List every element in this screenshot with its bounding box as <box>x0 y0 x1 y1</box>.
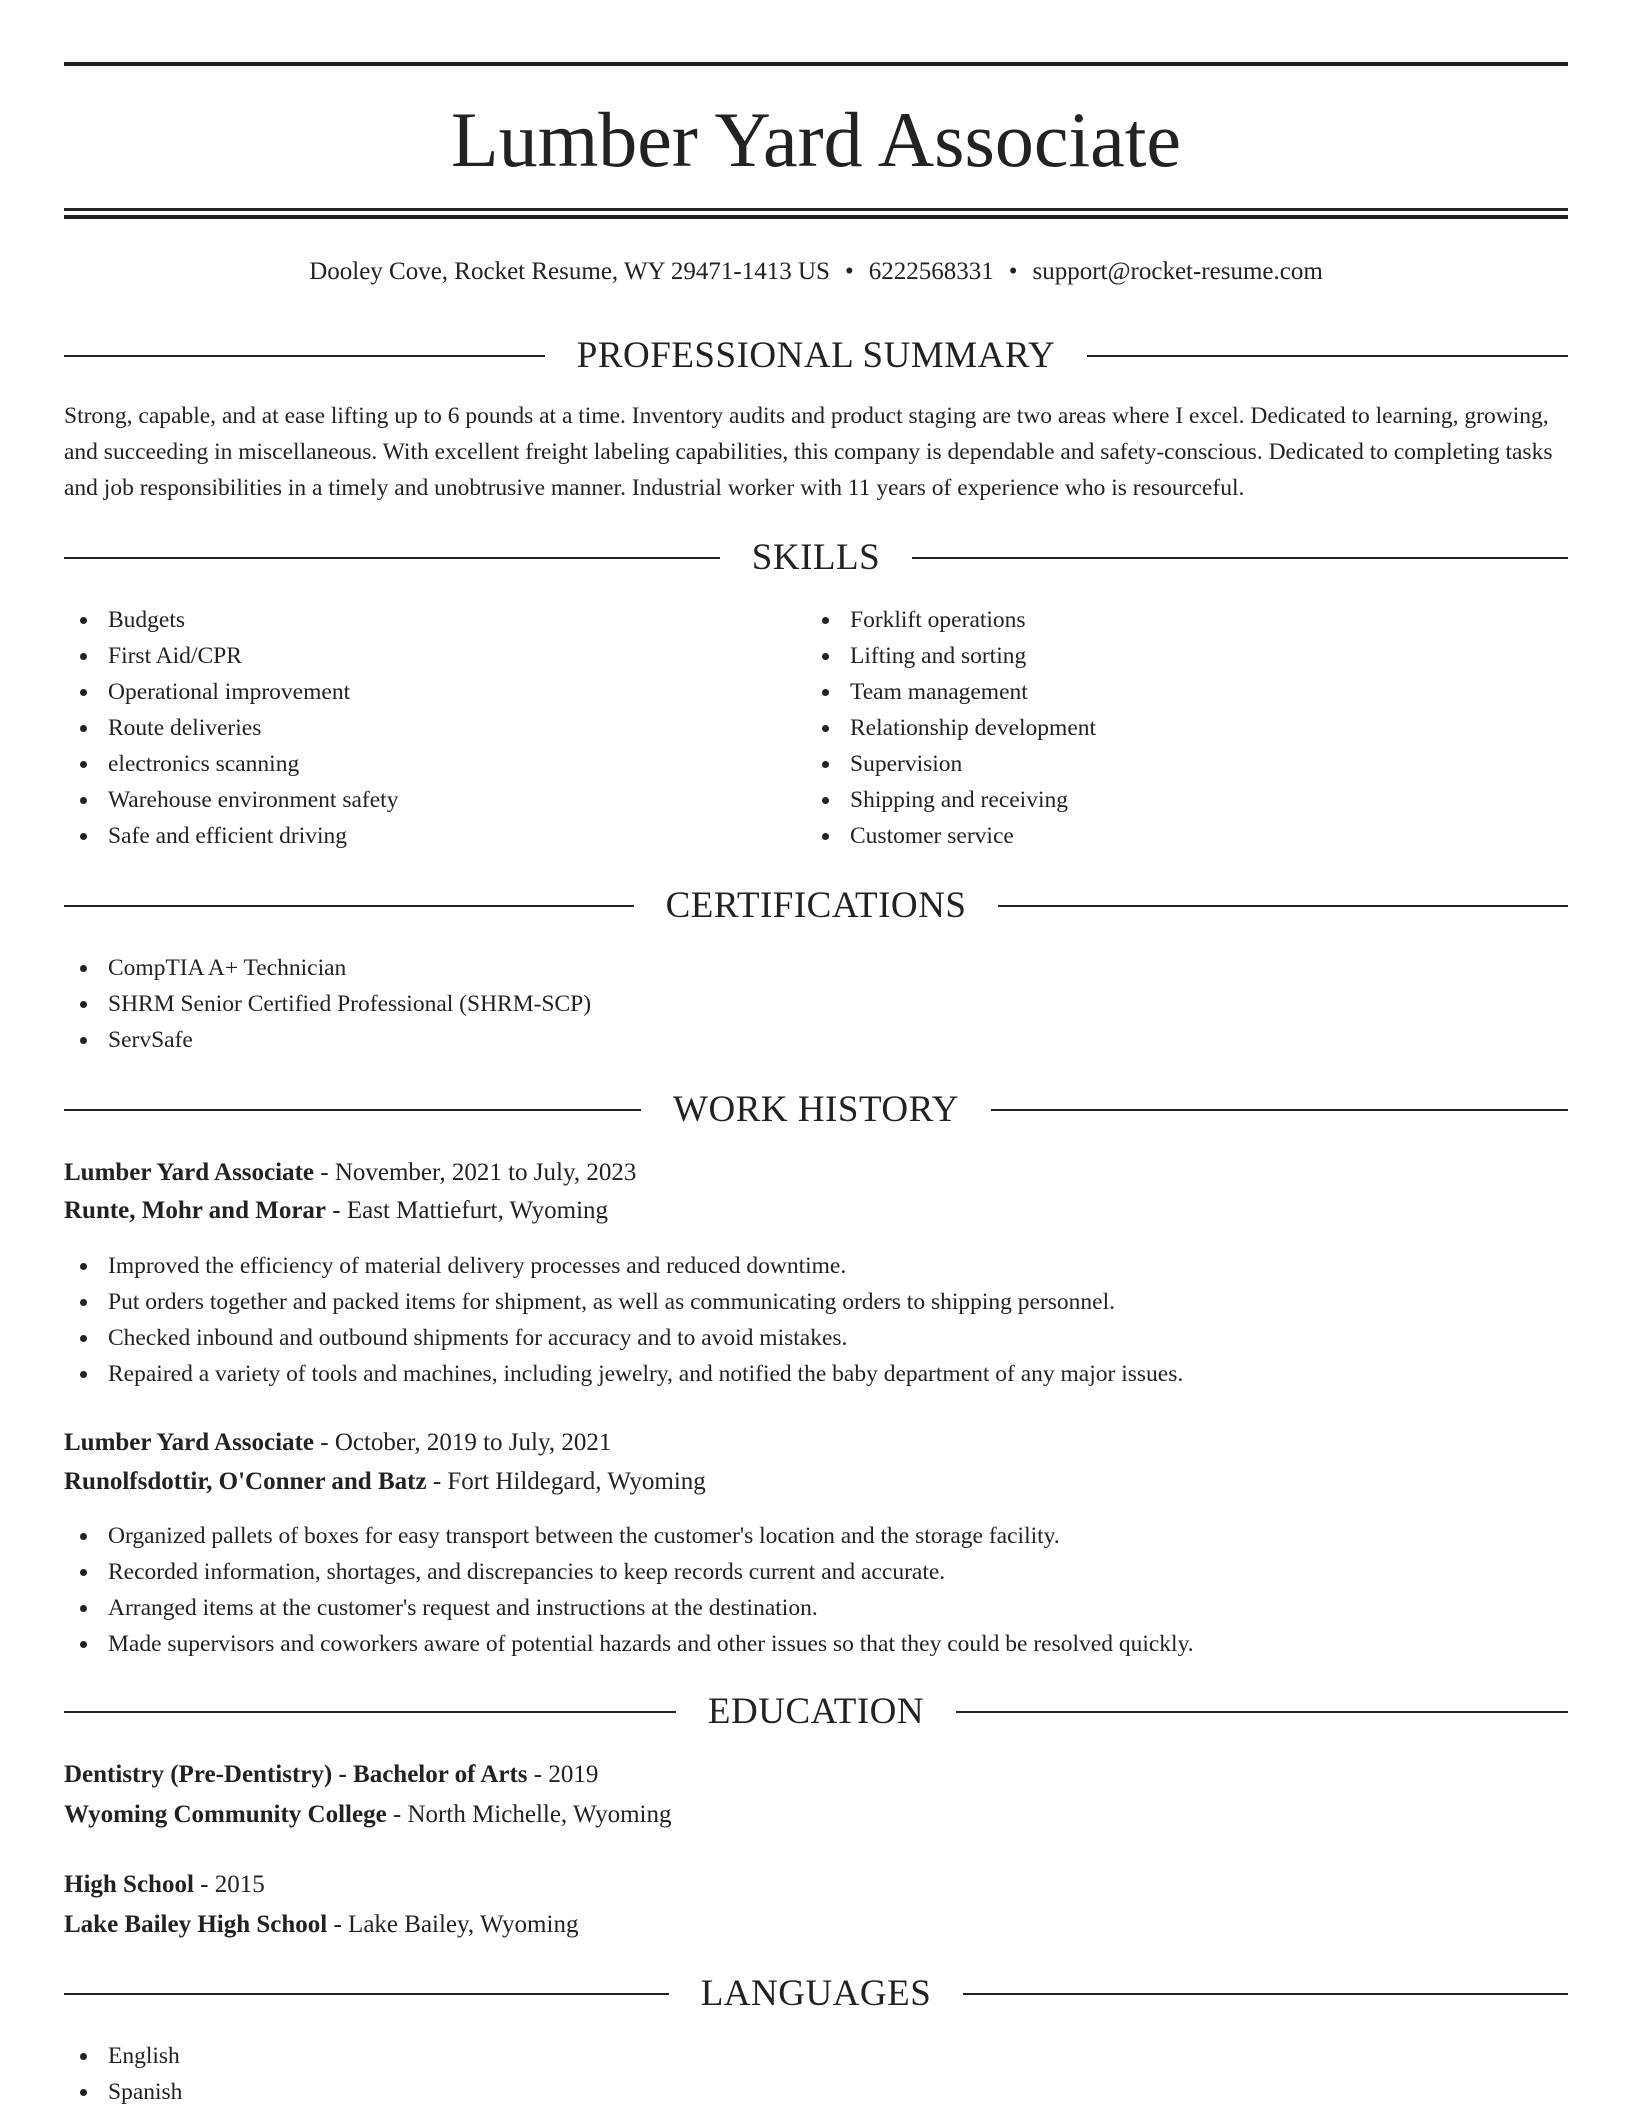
job-title: Lumber Yard Associate <box>64 1429 314 1456</box>
education-school-line <box>64 1796 671 1834</box>
section-title-languages: LANGUAGES <box>700 1973 932 2014</box>
header-top-rule <box>64 62 1568 66</box>
job-location: - East Mattiefurt, Wyoming <box>326 1197 609 1224</box>
job-dates: - October, 2019 to July, 2021 <box>314 1429 612 1456</box>
skill-item: Warehouse environment safety <box>64 782 398 818</box>
section-title-skills: SKILLS <box>751 537 881 578</box>
resume-title: Lumber Yard Associate <box>450 96 1182 183</box>
education-location: - Lake Bailey, Wyoming <box>327 1911 579 1938</box>
skill-item: First Aid/CPR <box>64 638 398 674</box>
job-duty-item: Recorded information, shortages, and discrepancies to keep records current and accurate. <box>64 1554 1194 1590</box>
language-item: English <box>64 2038 182 2074</box>
skill-item: Forklift operations <box>806 602 1096 638</box>
contact-address: Dooley Cove, Rocket Resume, WY 29471-1413 US <box>309 258 830 285</box>
section-header-skills <box>64 536 1568 580</box>
skill-item: Budgets <box>64 602 398 638</box>
job-duty-item: Put orders together and packed items for shipment, as well as communicating orders to shipping personnel. <box>64 1284 1183 1320</box>
job-location: - Fort Hildegard, Wyoming <box>426 1468 706 1495</box>
skills-list-right <box>806 602 1096 854</box>
language-item: Spanish <box>64 2074 182 2110</box>
certification-item: SHRM Senior Certified Professional (SHRM-SCP) <box>64 986 591 1022</box>
section-rule-left <box>64 905 634 907</box>
contact-phone: 6222568331 <box>868 258 994 285</box>
education-degree-line <box>64 1756 598 1794</box>
section-title-education: EDUCATION <box>707 1691 925 1732</box>
section-title-work-history: WORK HISTORY <box>673 1089 959 1130</box>
job-duty-item: Arranged items at the customer's request and instructions at the destination. <box>64 1590 1194 1626</box>
education-school: Lake Bailey High School <box>64 1911 328 1938</box>
job-duty-item: Organized pallets of boxes for easy transport between the customer's location and the storage facility. <box>64 1518 1194 1554</box>
skill-item: Customer service <box>806 818 1096 854</box>
section-header-certifications <box>64 884 1568 928</box>
section-rule-right <box>912 557 1568 559</box>
section-rule-left <box>64 1109 641 1111</box>
skill-item: Shipping and receiving <box>806 782 1096 818</box>
job-duty-item: Repaired a variety of tools and machines, including jewelry, and notified the baby department of any major issues. <box>64 1356 1183 1392</box>
section-header-work-history <box>64 1088 1568 1132</box>
header-double-rule-lower <box>64 215 1568 219</box>
section-rule-left <box>64 355 545 357</box>
job-title: Lumber Yard Associate <box>64 1159 314 1186</box>
education-school-line <box>64 1906 578 1944</box>
education-year: - 2019 <box>527 1761 599 1788</box>
section-header-summary <box>64 334 1568 378</box>
contact-line <box>64 254 1568 290</box>
section-header-languages <box>64 1972 1568 2016</box>
section-rule-right <box>991 1109 1568 1111</box>
job-company: Runte, Mohr and Morar <box>64 1197 327 1224</box>
section-rule-right <box>998 905 1568 907</box>
skill-item: Operational improvement <box>64 674 398 710</box>
section-rule-right <box>1087 355 1568 357</box>
job-duties-list <box>64 1518 1194 1662</box>
section-rule-right <box>963 1993 1568 1995</box>
skills-list-left <box>64 602 398 854</box>
education-degree-line <box>64 1866 265 1904</box>
skill-item: Lifting and sorting <box>806 638 1096 674</box>
skill-item: Safe and efficient driving <box>64 818 398 854</box>
summary-text: Strong, capable, and at ease lifting up to 6 pounds at a time. Inventory audits and product staging are two areas where I excel. Dedicated to learning, growing, and succeeding in miscellaneous. With excellent freight labeling capabilities, this company is dependable and safety-conscious. Dedicated to completing tasks and job responsibilities in a timely and unobtrusive manner. Industrial worker with 11 years of experience who is resourceful. <box>64 403 1553 501</box>
contact-separator: • <box>1008 258 1018 285</box>
skill-item: Team management <box>806 674 1096 710</box>
job-dates: - November, 2021 to July, 2023 <box>314 1159 637 1186</box>
education-school: Wyoming Community College <box>64 1801 387 1828</box>
section-title-summary: PROFESSIONAL SUMMARY <box>576 335 1056 376</box>
contact-email: support@rocket-resume.com <box>1032 258 1323 285</box>
languages-list <box>64 2038 182 2110</box>
skill-item: Relationship development <box>806 710 1096 746</box>
job-duties-list <box>64 1248 1183 1392</box>
section-rule-right <box>956 1711 1568 1713</box>
certifications-list <box>64 950 591 1058</box>
skill-item: Supervision <box>806 746 1096 782</box>
education-location: - North Michelle, Wyoming <box>386 1801 672 1828</box>
skill-item: electronics scanning <box>64 746 398 782</box>
education-degree: High School <box>64 1871 194 1898</box>
job-company-line <box>64 1192 608 1230</box>
job-title-line <box>64 1424 611 1462</box>
job-company-line <box>64 1463 706 1501</box>
job-duty-item: Checked inbound and outbound shipments for accuracy and to avoid mistakes. <box>64 1320 1183 1356</box>
section-title-certifications: CERTIFICATIONS <box>665 885 967 926</box>
certification-item: ServSafe <box>64 1022 591 1058</box>
section-rule-left <box>64 1711 676 1713</box>
section-rule-left <box>64 1993 669 1995</box>
skill-item: Route deliveries <box>64 710 398 746</box>
education-year: - 2015 <box>193 1871 265 1898</box>
job-title-line <box>64 1154 636 1192</box>
contact-separator: • <box>844 258 854 285</box>
job-duty-item: Improved the efficiency of material delivery processes and reduced downtime. <box>64 1248 1183 1284</box>
header-double-rule-upper <box>64 208 1568 211</box>
certification-item: CompTIA A+ Technician <box>64 950 591 986</box>
section-rule-left <box>64 557 720 559</box>
job-company: Runolfsdottir, O'Conner and Batz <box>64 1468 427 1495</box>
job-duty-item: Made supervisors and coworkers aware of potential hazards and other issues so that they could be resolved quickly. <box>64 1626 1194 1662</box>
section-header-education <box>64 1690 1568 1734</box>
education-degree: Dentistry (Pre-Dentistry) - Bachelor of Arts <box>64 1761 528 1788</box>
